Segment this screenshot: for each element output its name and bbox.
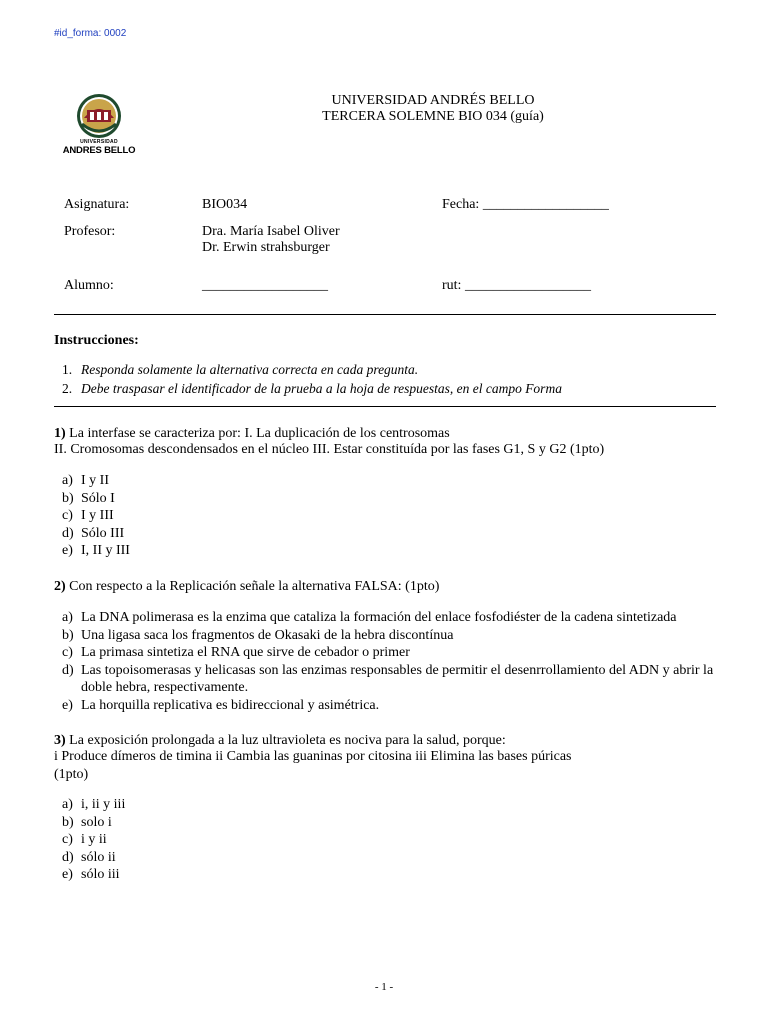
- question-text: Con respecto a la Replicación señale la alternativa FALSA: (1pto): [65, 579, 440, 594]
- option: [62, 644, 410, 662]
- divider-top: [54, 314, 716, 315]
- option-label: b): [62, 814, 74, 830]
- instruction-text: Debe traspasar el identificador de la prueba a la hoja de respuestas, en el campo Forma: [81, 381, 562, 396]
- question-3-line-3: (1pto): [54, 767, 89, 782]
- logo-text-top: UNIVERSIDAD: [80, 139, 118, 145]
- option-text: i y ii: [81, 832, 107, 848]
- page-number: - 1 -: [374, 981, 394, 993]
- alumno-blank: __________________: [202, 278, 328, 293]
- option-text: i, ii y iii: [81, 797, 126, 812]
- asignatura-label: Asignatura:: [64, 197, 130, 212]
- header-exam-title: TERCERA SOLEMNE BIO 034 (guía): [322, 109, 544, 124]
- option-text: La primasa sintetiza el RNA que sirve de cebador o primer: [81, 645, 410, 661]
- question-number: 1): [54, 426, 66, 441]
- option: [62, 472, 109, 490]
- option-continuation: doble hebra, respectivamente.: [81, 680, 249, 696]
- option-text: solo i: [81, 814, 112, 830]
- option-label: d): [62, 525, 74, 541]
- question-number: 3): [54, 733, 66, 748]
- option-label: a): [62, 610, 73, 625]
- option: [62, 542, 130, 560]
- fecha-blank: __________________: [482, 197, 609, 212]
- question-1-line-1: [54, 426, 450, 442]
- option: [62, 814, 112, 832]
- form-id: #id_forma: 0002: [54, 28, 127, 39]
- rut-blank: __________________: [464, 278, 591, 293]
- option-text: Sólo III: [81, 525, 125, 541]
- option-text: I y III: [81, 508, 114, 524]
- question-text: La interfase se caracteriza por: I. La duplicación de los centrosomas: [65, 426, 450, 441]
- question-2-line-1: [54, 579, 439, 595]
- instruction-text: Responda solamente la alternativa correcta en cada pregunta.: [81, 362, 419, 377]
- option-text: La DNA polimerasa es la enzima que cataliza la formación del enlace fosfodiéster de la cadena sintetizada: [81, 610, 677, 625]
- question-1-line-2: II. Cromosomas descondensados en el núcleo III. Estar constituída por las fases G1, S y G2 (1pto): [54, 442, 605, 457]
- instruction-item: [62, 381, 562, 397]
- option-label: d): [62, 662, 74, 678]
- option-label: e): [62, 867, 73, 883]
- option-label: c): [62, 832, 73, 848]
- alumno-label: Alumno:: [64, 278, 114, 293]
- option: [62, 849, 116, 867]
- asignatura-value: BIO034: [202, 197, 248, 212]
- document-header: [260, 93, 606, 125]
- option-label: e): [62, 543, 73, 559]
- divider-instructions: [54, 406, 716, 407]
- fecha-label: Fecha:: [442, 197, 480, 212]
- question-3-line-1: [54, 733, 506, 749]
- profesor-1: Dra. María Isabel Oliver: [202, 224, 340, 239]
- option-label: c): [62, 645, 73, 661]
- option-text: Las topoisomerasas y helicasas son las enzimas responsables de permitir el desenrrollamiento del ADN y abrir la: [81, 662, 714, 678]
- option-text: Sólo I: [81, 490, 115, 506]
- question-number: 2): [54, 579, 66, 594]
- instructions-title: Instrucciones:: [54, 333, 139, 348]
- logo-text-bottom: ANDRES BELLO: [62, 145, 136, 156]
- option: [62, 490, 115, 508]
- option-text: I, II y III: [81, 543, 130, 559]
- option-label: b): [62, 627, 74, 643]
- fecha-field: [442, 197, 609, 213]
- option: [62, 697, 379, 715]
- option-text: Una ligasa saca los fragmentos de Okasaki de la hebra discontínua: [81, 627, 454, 643]
- option-label: e): [62, 698, 73, 713]
- option-label: c): [62, 508, 73, 524]
- instruction-number: 1.: [62, 362, 73, 377]
- option: [62, 525, 124, 543]
- option-text: La horquilla replicativa es bidireccional y asimétrica.: [81, 698, 380, 713]
- question-text: La exposición prolongada a la luz ultravioleta es nociva para la salud, porque:: [65, 733, 506, 748]
- option-label: b): [62, 490, 74, 506]
- option: [62, 866, 120, 884]
- option: [62, 507, 114, 525]
- profesor-2: Dr. Erwin strahsburger: [202, 240, 330, 255]
- question-3-line-2: i Produce dímeros de timina ii Cambia las guaninas por citosina iii Elimina las bases púricas: [54, 749, 572, 764]
- option: [62, 609, 677, 627]
- option-text: sólo iii: [81, 867, 120, 883]
- option: [62, 796, 125, 814]
- option-label: a): [62, 473, 73, 488]
- option-text: I y II: [81, 473, 109, 488]
- rut-field: [442, 278, 591, 294]
- option: [62, 831, 107, 849]
- option-label: d): [62, 849, 74, 865]
- rut-label: rut:: [442, 278, 462, 293]
- option-text: sólo ii: [81, 849, 116, 865]
- instruction-item: [62, 362, 418, 378]
- instruction-number: 2.: [62, 381, 73, 396]
- header-university: UNIVERSIDAD ANDRÉS BELLO: [331, 93, 535, 108]
- profesor-label: Profesor:: [64, 224, 116, 239]
- option-label: a): [62, 797, 73, 812]
- option: [62, 627, 453, 645]
- option: [62, 662, 713, 680]
